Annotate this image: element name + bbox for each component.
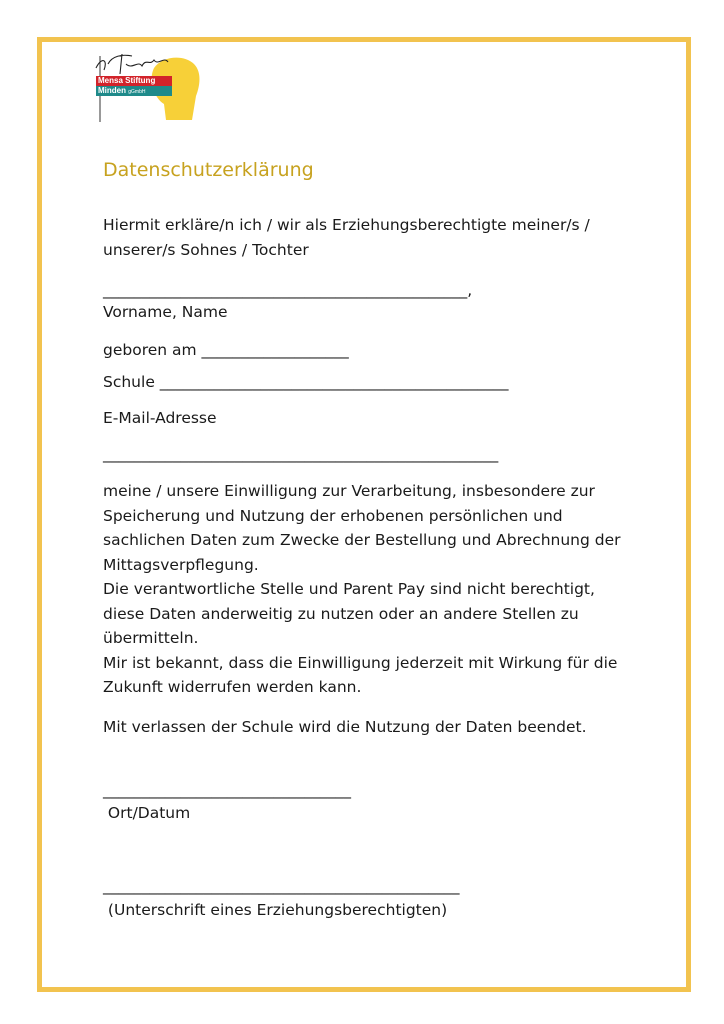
logo-line-2: Minden gGmbH [98, 86, 146, 95]
consent-line: sachlichen Daten zum Zwecke der Bestellung und Abrechnung der [103, 531, 621, 549]
place-date-label: Ort/Datum [103, 804, 191, 822]
consent-line: übermitteln. [103, 629, 199, 647]
logo-line-1: Mensa Stiftung [98, 76, 156, 85]
place-date-blank[interactable]: ________________________________ [103, 781, 351, 799]
consent-line: diese Daten anderweitig zu nutzen oder an andere Stellen zu [103, 604, 579, 623]
email-blank[interactable]: ___________________________________________________ [103, 445, 499, 463]
end-note: Mit verlassen der Schule wird die Nutzung der Daten beendet. [103, 718, 587, 736]
name-label: Vorname, Name [103, 303, 228, 321]
consent-line: Mittagsverpflegung. [103, 555, 259, 574]
document-title: Datenschutzerklärung [103, 159, 314, 181]
consent-line: Zukunft widerrufen werden kann. [103, 678, 362, 696]
email-label: E-Mail-Adresse [103, 409, 217, 427]
consent-line: Mir ist bekannt, dass die Einwilligung jederzeit mit Wirkung für die [103, 653, 618, 672]
consent-line: meine / unsere Einwilligung zur Verarbeitung, insbesondere zur [103, 482, 595, 500]
school-field[interactable]: Schule _____________________________________________ [103, 373, 509, 391]
signature-label: (Unterschrift eines Erziehungsberechtigten) [103, 901, 448, 919]
signature-blank[interactable]: ______________________________________________ [103, 877, 460, 895]
consent-line: Die verantwortliche Stelle und Parent Pay sind nicht berechtigt, [103, 580, 595, 598]
intro-line: unserer/s Sohnes / Tochter [103, 240, 309, 259]
consent-paragraph [103, 479, 638, 700]
consent-line: Speicherung und Nutzung der erhobenen persönlichen und [103, 506, 563, 525]
name-blank[interactable]: _______________________________________________, [103, 281, 473, 299]
intro-paragraph [103, 213, 638, 262]
birth-date-field[interactable]: geboren am ___________________ [103, 341, 349, 359]
intro-line: Hiermit erkläre/n ich / wir als Erziehungsberechtigte meiner/s / [103, 216, 590, 234]
